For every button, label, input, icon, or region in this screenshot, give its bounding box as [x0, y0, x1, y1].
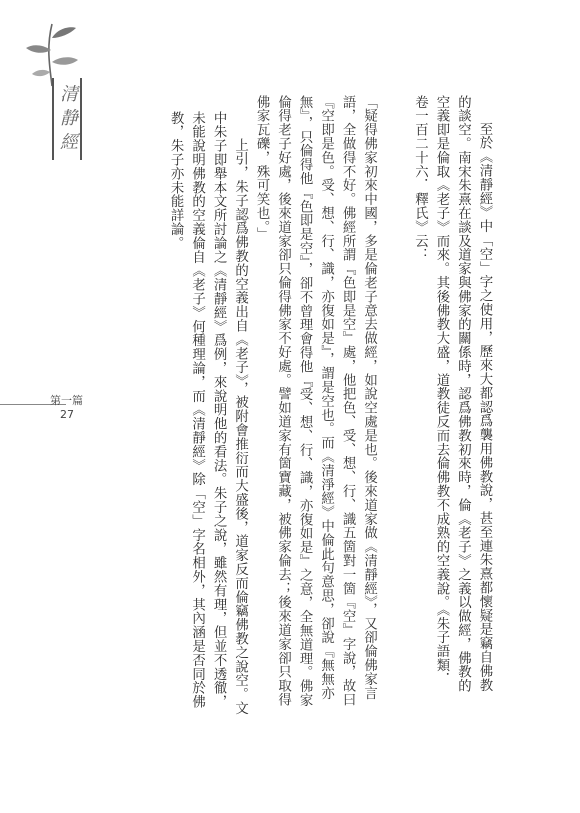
paragraph-commentary: 上引，朱子認爲佛教的空義出自《老子》，被附會推衍而大盛後，道家反而倫竊佛教之說空。文中朱子即舉本文所討論之《清靜經》爲例，來說明他的看法。朱子之說，雖然有理，但並不透徹，未能說明佛教的空義倫自《老子》何種理論，而《清靜經》除「空」字名相外，其內涵是否同於佛教，朱子亦未能詳論。 — [168, 111, 248, 715]
logo-frame — [52, 78, 82, 160]
body-text — [80, 95, 495, 715]
paragraph-intro: 至於《清靜經》中「空」字之使用，歷來大都認爲襲用佛教說，甚至連朱熹都懷疑是竊自佛教的談空。南宋朱熹在談及道家與佛家的關係時，認爲佛教初來時，倫《老子》之義以做經，佛教的空義即是倫取《老子》而來。其後佛教大盛，道教徒反而去倫佛教不成熟的空義說。《朱子語類．卷一百二十六．釋氏》云： — [412, 95, 492, 693]
logo — [22, 18, 84, 178]
page-number: 27 — [60, 408, 74, 421]
block-quote: 「疑得佛家初來中國，多是倫老子意去做經，如說空處是也。後來道家做《清靜經》，又卻倫佛家言語，全做得不好。佛經所謂『色即是空』處，他把色、受、想、行、識五箇對一箇『空』字說，故曰『空即是色。受、想、行、識，亦復如是』，謂是空也。而《清淨經》中倫此句意思，卻說『無無亦無』，只倫得他『色即是空』，卻不曾理會得他『受、想、行、識，亦復如是』之意，全無道理。佛家倫得老子好處，後來道家卻只倫得佛家不好處。譬如道家有箇寶藏，被佛家倫去；後來道家卻只取得佛家瓦礫，殊可笑也。」 — [254, 95, 377, 708]
logo-title: 清静經 — [57, 84, 78, 156]
chapter-label: 第一篇 — [50, 394, 83, 407]
